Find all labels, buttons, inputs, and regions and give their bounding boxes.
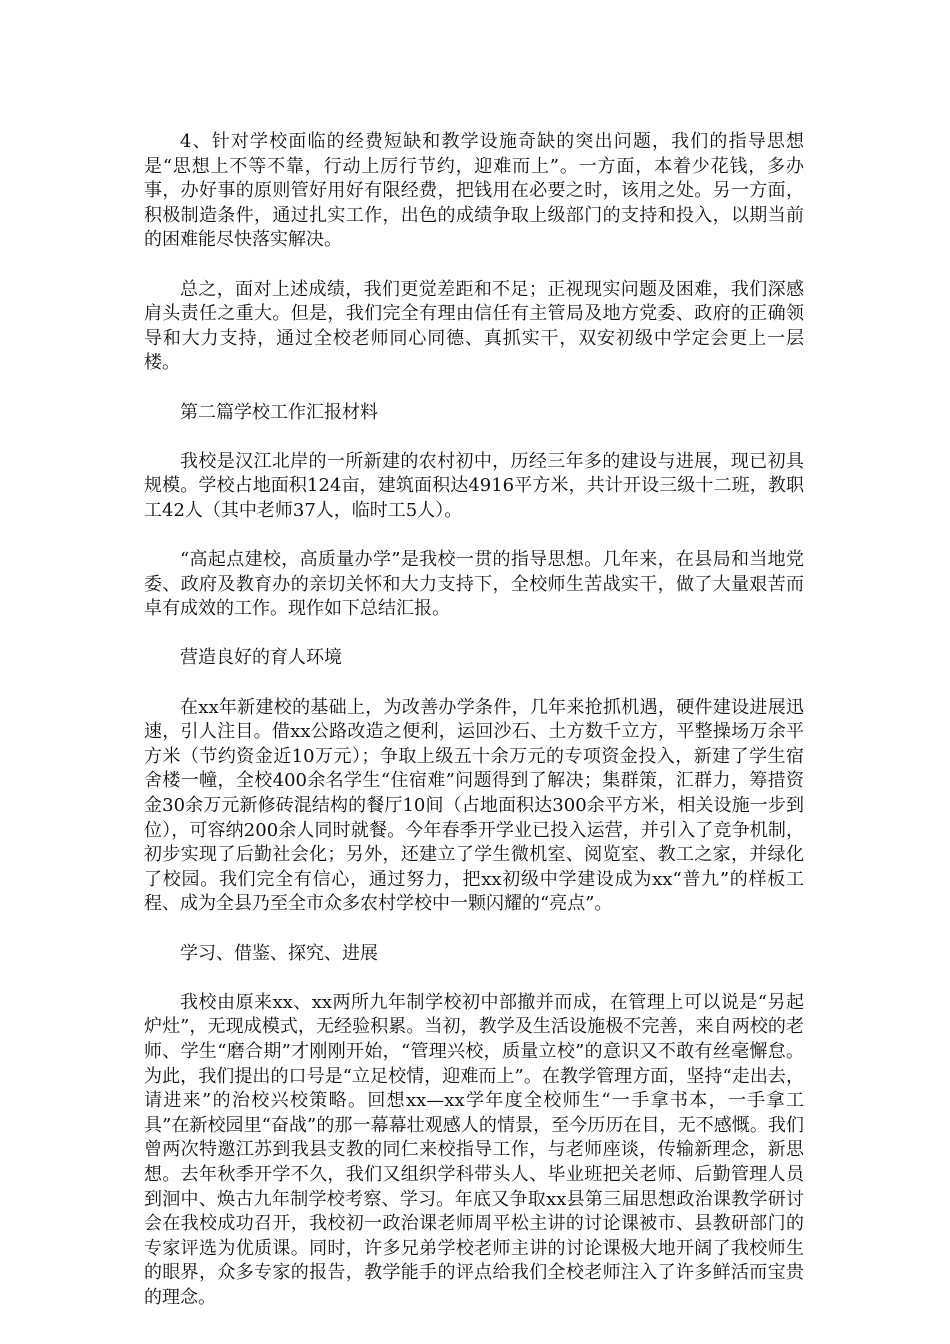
paragraph-conclusion: 总之，面对上述成绩，我们更觉差距和不足；正视现实问题及困难，我们深感肩头责任之重大。但是，我们完全有理由信任有主管局及地方党委、政府的正确领导和大力支持，通过全校老师同心同德、真抓实干，双安初级中学定会更上一层楼。: [144, 278, 804, 374]
section-title-second-report: 第二篇学校工作汇报材料: [180, 401, 378, 423]
paragraph-facilities: 在xx年新建校的基础上，为改善办学条件，几年来抢抓机遇，硬件建设进展迅速，引人注目。借xx公路改造之便利，运回沙石、土方数千立方，平整操场万余平方米（节约资金近10万元）；争取上级五十余万元的专项资金投入，新建了学生宿舍楼一幢，全校400余名学生“住宿难”问题得到了解决；集群策，汇群力，筹措资金30余万元新修砖混结构的餐厅10间（占地面积达300余平方米，相关设施一步到位），可容纳200余人同时就餐。今年春季开学业已投入运营，并引入了竞争机制，初步实现了后勤社会化；另外，还建立了学生微机室、阅览室、教工之家，并绿化了校园。我们完全有信心，通过努力，把xx初级中学建设成为xx“普九”的样板工程、成为全县乃至全市众多农村学校中一颗闪耀的“亮点”。: [144, 696, 804, 915]
paragraph-school-overview: 我校是汉江北岸的一所新建的农村初中，历经三年多的建设与进展，现已初具规模。学校占地面积124亩，建筑面积达4916平方米，共计开设三级十二班，教职工42人（其中老师37人，临时工5人）。: [144, 450, 804, 521]
paragraph-management: 我校由原来xx、xx两所九年制学校初中部撤并而成，在管理上可以说是“另起炉灶”，无现成模式，无经验积累。当初，教学及生活设施极不完善，来自两校的老师、学生“磨合期”才刚刚开始，“管理兴校，质量立校”的意识又不敢有丝毫懈怠。为此，我们提出的口号是“立足校情，迎难而上”。在教学管理方面，坚持“走出去，请进来”的治校兴校策略。回想xx—xx学年度全校师生“一手拿书本，一手拿工具”在新校园里“奋战”的那一幕幕壮观感人的情景，至今历历在目，无不感慨。我们曾两次特邀江苏到我县支教的同仁来校指导工作，与老师座谈，传输新理念，新思想。去年秋季开学不久，我们又组织学科带头人、毕业班把关老师、后勤管理人员到洄中、焕古九年制学校考察、学习。年底又争取xx县第三届思想政治课教学研讨会在我校成功召开，我校初一政治课老师周平松主讲的讨论课被市、县教研部门的专家评选为优质课。同时，许多兄弟学校老师主讲的讨论课极大地开阔了我校师生的眼界，众多专家的报告，教学能手的评点给我们全校老师注入了许多鲜活而宝贵的理念。: [144, 991, 804, 1308]
section-heading-learning: 学习、借鉴、探究、进展: [180, 942, 378, 964]
section-heading-environment: 营造良好的育人环境: [180, 647, 342, 669]
paragraph-guiding-philosophy: “高起点建校，高质量办学”是我校一贯的指导思想。几年来，在县局和当地党委、政府及教育办的亲切关怀和大力支持下，全校师生苦战实干，做了大量艰苦而卓有成效的工作。现作如下总结汇报。: [144, 549, 804, 620]
paragraph-funding-strategy: 4、针对学校面临的经费短缺和教学设施奇缺的突出问题，我们的指导思想是“思想上不等不靠，行动上厉行节约，迎难而上”。一方面，本着少花钱，多办事，办好事的原则管好用好有限经费，把钱用在必要之时，该用之处。另一方面，积极制造条件，通过扎实工作，出色的成绩争取上级部门的支持和投入，以期当前的困难能尽快落实解决。: [144, 131, 804, 251]
document-body: [144, 130, 804, 1335]
